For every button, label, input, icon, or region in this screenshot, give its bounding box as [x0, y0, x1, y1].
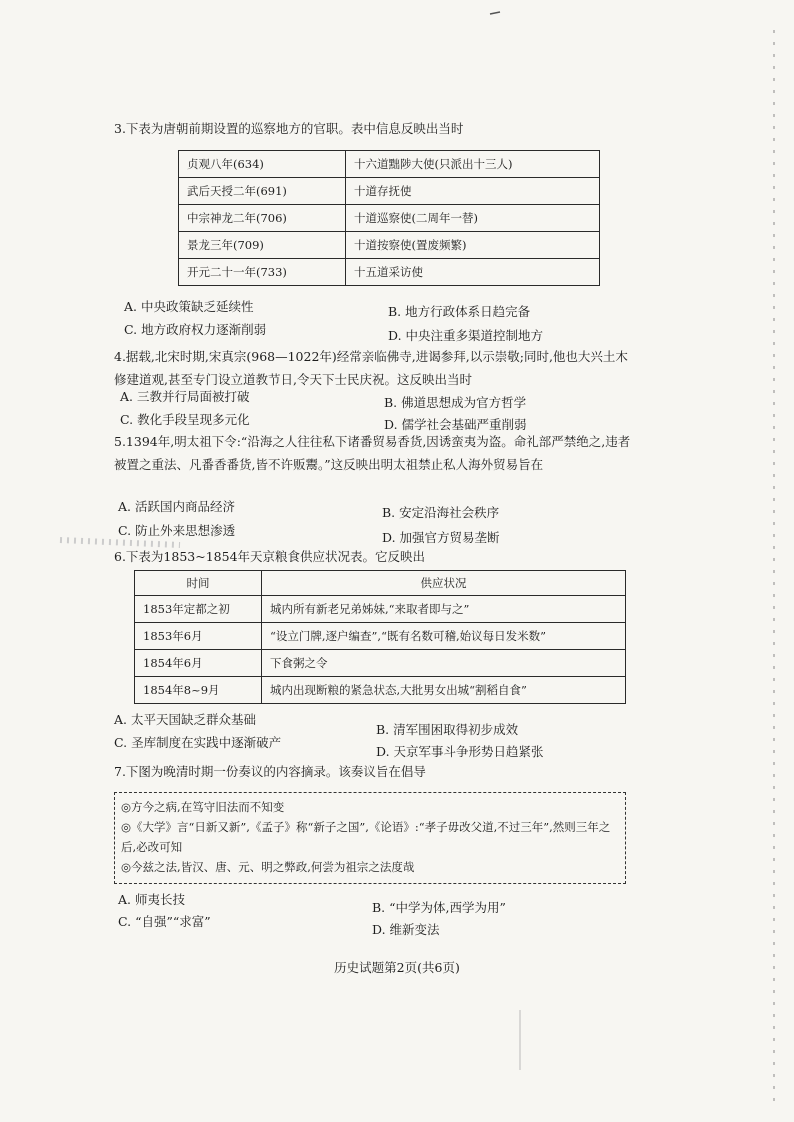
table-cell: 1853年6月: [135, 623, 262, 650]
question-stem: 4.据载,北宋时期,宋真宗(968—1022年)经常亲临佛寺,进谒参拜,以示崇敬;同时,他也大兴土木修建道观,甚至专门设立道教节日,令天下士民庆祝。这反映出当时: [114, 349, 628, 387]
option-c[interactable]: C. 地方政府权力逐渐削弱: [124, 322, 267, 337]
table-cell: 十道存抚使: [346, 178, 600, 205]
table-cell: 贞观八年(634): [179, 151, 346, 178]
option-d[interactable]: D. 加强官方贸易垄断: [382, 530, 500, 545]
table-cell: 下食粥之令: [262, 650, 626, 677]
option-a[interactable]: A. 活跃国内商品经济: [118, 499, 235, 514]
excerpt-line: ◎方今之病,在笃守旧法而不知变: [121, 800, 285, 814]
table-header-row: [135, 571, 626, 596]
question-stem: 5.1394年,明太祖下令:“沿海之人往往私下诸番贸易香货,因诱蛮夷为盗。命礼部严禁绝之,违者被置之重法、凡番香番货,皆不许贩鬻。”这反映出明太祖禁止私人海外贸易旨在: [114, 434, 631, 472]
table-row: [179, 205, 600, 232]
option-c[interactable]: C. 教化手段呈现多元化: [120, 412, 250, 427]
table-cell: 1854年6月: [135, 650, 262, 677]
table-row: [179, 259, 600, 286]
option-b[interactable]: B. 佛道思想成为官方哲学: [384, 395, 527, 410]
table-row: [135, 650, 626, 677]
table-cell: 景龙三年(709): [179, 232, 346, 259]
table-row: [179, 232, 600, 259]
table-cell: 武后天授二年(691): [179, 178, 346, 205]
table-cell: 1853年定都之初: [135, 596, 262, 623]
page-footer: 历史试题第2页(共6页): [334, 960, 460, 975]
table-cell: 十六道黜陟大使(只派出十三人): [346, 151, 600, 178]
option-c[interactable]: C. 防止外来思想渗透: [118, 523, 236, 538]
memorial-excerpt-box: [114, 792, 626, 884]
question-6: [114, 545, 634, 568]
q6-table: [134, 570, 626, 704]
option-a[interactable]: A. 三教并行局面被打破: [120, 389, 250, 404]
option-d[interactable]: D. 中央注重多渠道控制地方: [388, 328, 544, 343]
option-b[interactable]: B. 地方行政体系日趋完备: [388, 304, 531, 319]
table-cell: 开元二十一年(733): [179, 259, 346, 286]
table-cell: 城内所有新老兄弟姊妹,“来取者即与之”: [262, 596, 626, 623]
question-3: [114, 117, 634, 140]
column-header: 时间: [135, 571, 262, 596]
option-b[interactable]: B. 清军围困取得初步成效: [376, 722, 519, 737]
table-row: [179, 178, 600, 205]
option-a[interactable]: A. 中央政策缺乏延续性: [124, 299, 254, 314]
excerpt-line: ◎《大学》言“日新又新”,《孟子》称“新子之国”,《论语》:“孝子毋改父道,不过三年”,然则三年之后,必改可知: [121, 820, 611, 854]
option-b[interactable]: B. 安定沿海社会秩序: [382, 505, 500, 520]
table-cell: “设立门牌,逐户编查”,“既有名数可稽,始议每日发米数”: [262, 623, 626, 650]
question-stem: 7.下图为晚清时期一份奏议的内容摘录。该奏议旨在倡导: [114, 764, 426, 779]
option-c[interactable]: C. 圣库制度在实践中逐渐破产: [114, 735, 282, 750]
q3-table: [178, 150, 600, 286]
option-d[interactable]: D. 儒学社会基础严重削弱: [384, 417, 527, 432]
question-5: [114, 430, 634, 476]
question-stem: 3.下表为唐朝前期设置的巡察地方的官职。表中信息反映出当时: [114, 121, 464, 136]
question-7: [114, 760, 634, 783]
option-a[interactable]: A. 太平天国缺乏群众基础: [114, 712, 256, 727]
table-cell: 城内出现断粮的紧急状态,大批男女出城“割稻自食”: [262, 677, 626, 704]
table-row: [135, 623, 626, 650]
option-b[interactable]: B. “中学为体,西学为用”: [372, 900, 506, 915]
option-d[interactable]: D. 天京军事斗争形势日趋紧张: [376, 744, 544, 759]
option-c[interactable]: C. “自强”“求富”: [118, 914, 211, 929]
option-d[interactable]: D. 维新变法: [372, 922, 440, 937]
question-stem: 6.下表为1853~1854年天京粮食供应状况表。它反映出: [114, 549, 426, 564]
table-cell: 十道按察使(置废频繁): [346, 232, 600, 259]
table-row: [179, 151, 600, 178]
excerpt-line: ◎今兹之法,皆汉、唐、元、明之弊政,何尝为祖宗之法度哉: [121, 860, 415, 874]
table-cell: 1854年8~9月: [135, 677, 262, 704]
table-cell: 十五道采访使: [346, 259, 600, 286]
table-row: [135, 677, 626, 704]
table-row: [135, 596, 626, 623]
table-cell: 十道巡察使(二周年一替): [346, 205, 600, 232]
column-header: 供应状况: [262, 571, 626, 596]
option-a[interactable]: A. 师夷长技: [118, 892, 185, 907]
table-cell: 中宗神龙二年(706): [179, 205, 346, 232]
